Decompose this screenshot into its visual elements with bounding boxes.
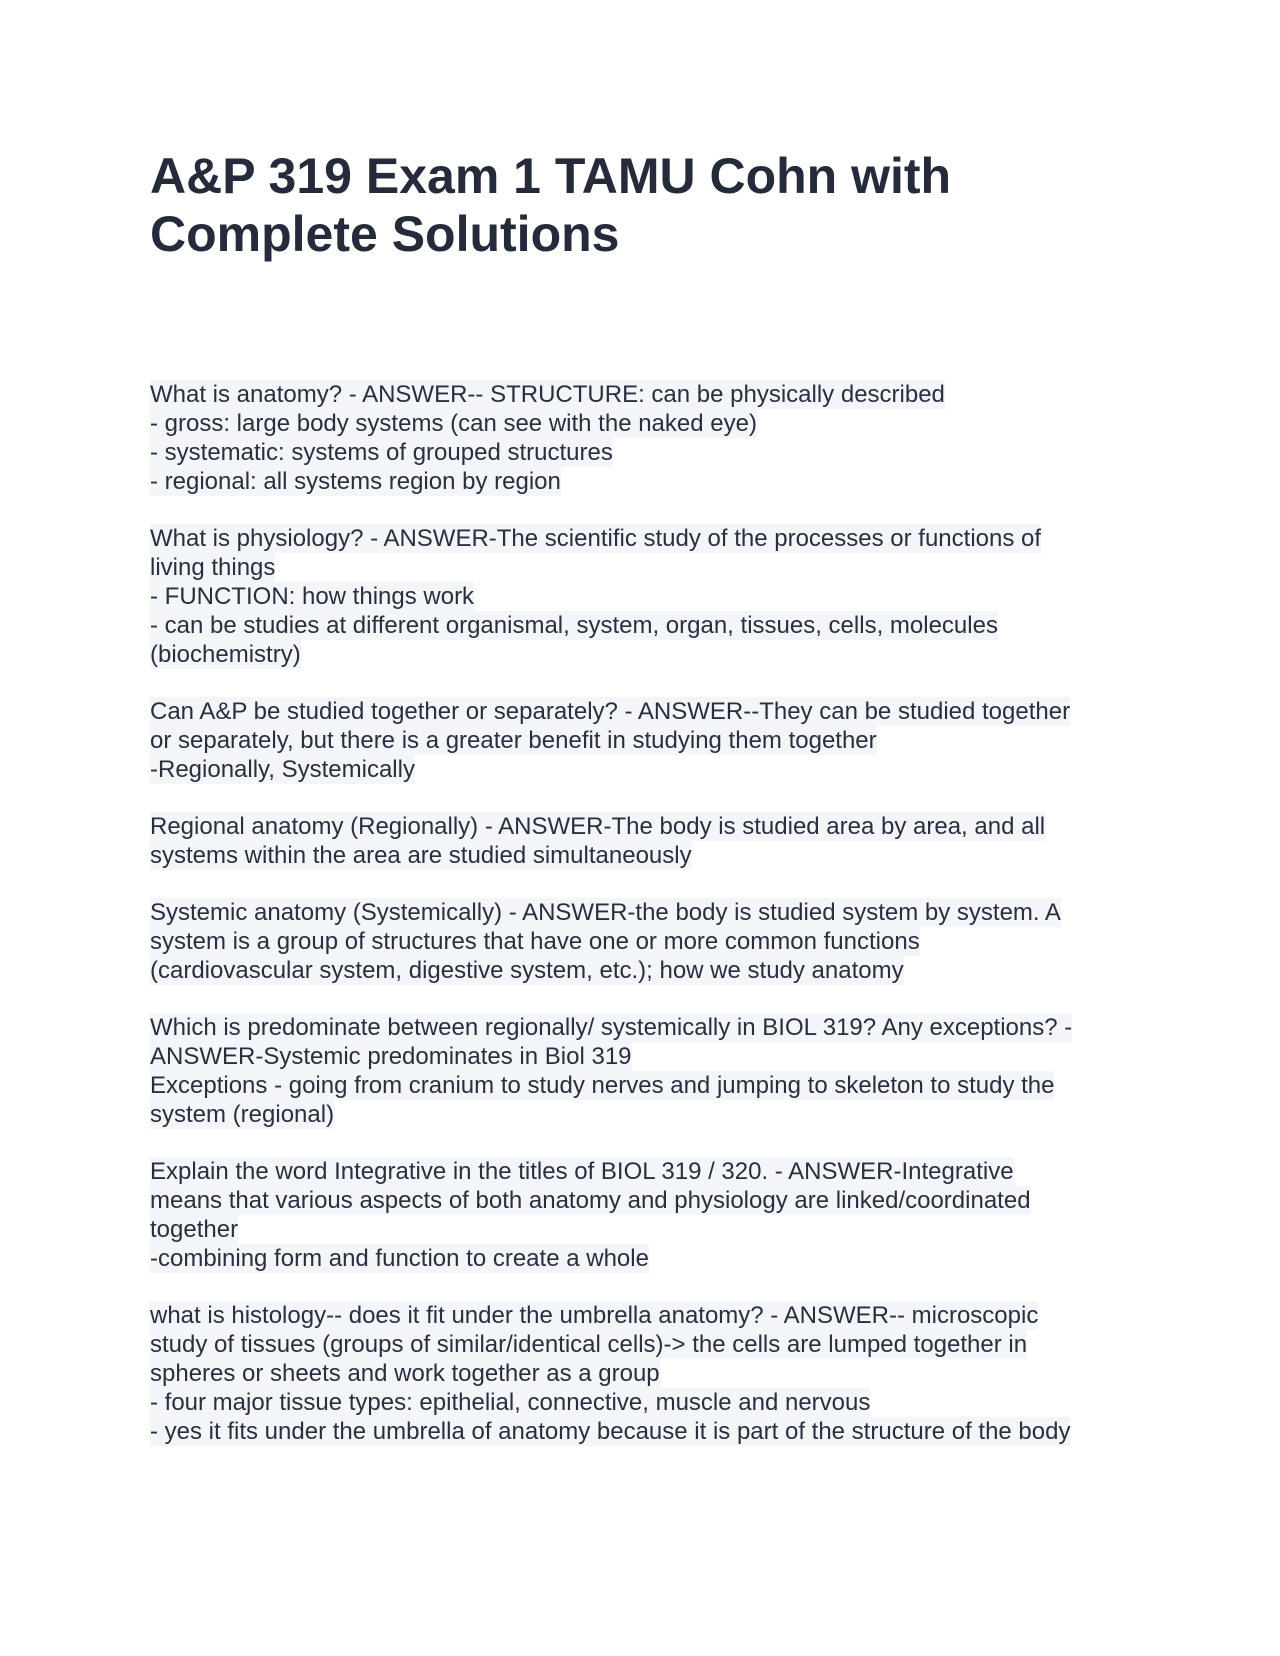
qa-block [150,524,1130,669]
text-line: Can A&P be studied together or separately? - ANSWER--They can be studied together [150,698,1071,725]
text-line: Exceptions - going from cranium to study nerves and jumping to skeleton to study the [150,1072,1055,1099]
text-line: Regional anatomy (Regionally) - ANSWER-The body is studied area by area, and all [150,813,1046,840]
text-line: - can be studies at different organismal, system, organ, tissues, cells, molecules [150,612,998,639]
qa-block [150,697,1130,784]
text-line: or separately, but there is a greater benefit in studying them together [150,727,877,754]
text-line: system (regional) [150,1101,335,1128]
text-line: - yes it fits under the umbrella of anatomy because it is part of the structure of the body [150,1418,1071,1445]
text-line: -Regionally, Systemically [150,756,415,783]
qa-block [150,812,1130,870]
text-line: living things [150,554,276,581]
text-line: Systemic anatomy (Systemically) - ANSWER-the body is studied system by system. A [150,899,1061,926]
text-line: study of tissues (groups of similar/identical cells)-> the cells are lumped together in [150,1331,1028,1358]
text-line: Explain the word Integrative in the titles of BIOL 319 / 320. - ANSWER-Integrative [150,1158,1014,1185]
text-line: What is physiology? - ANSWER-The scientific study of the processes or functions of [150,525,1042,552]
title-line-1: A&P 319 Exam 1 TAMU Cohn with [150,148,952,204]
text-line: what is histology-- does it fit under the umbrella anatomy? - ANSWER-- microscopic [150,1302,1039,1329]
qa-block [150,1013,1130,1129]
text-line: ANSWER-Systemic predominates in Biol 319 [150,1043,632,1070]
title-line-2: Complete Solutions [150,206,620,262]
text-line: systems within the area are studied simultaneously [150,842,692,869]
text-line: (biochemistry) [150,641,301,668]
page-title [150,147,1150,263]
text-line: together [150,1216,239,1243]
qa-block [150,1301,1130,1446]
text-line: Which is predominate between regionally/ systemically in BIOL 319? Any exceptions? - [150,1014,1073,1041]
text-line: - four major tissue types: epithelial, connective, muscle and nervous [150,1389,871,1416]
text-line: means that various aspects of both anatomy and physiology are linked/coordinated [150,1187,1031,1214]
text-line: (cardiovascular system, digestive system, etc.); how we study anatomy [150,957,904,984]
text-line: system is a group of structures that have one or more common functions [150,928,920,955]
text-line: What is anatomy? - ANSWER-- STRUCTURE: can be physically described [150,381,945,408]
text-line: -combining form and function to create a whole [150,1245,649,1272]
qa-content [150,380,1130,1474]
qa-block [150,380,1130,496]
text-line: - systematic: systems of grouped structures [150,439,613,466]
qa-block [150,1157,1130,1273]
text-line: spheres or sheets and work together as a group [150,1360,660,1387]
text-line: - FUNCTION: how things work [150,583,475,610]
text-line: - regional: all systems region by region [150,468,561,495]
text-line: - gross: large body systems (can see with the naked eye) [150,410,757,437]
qa-block [150,898,1130,985]
